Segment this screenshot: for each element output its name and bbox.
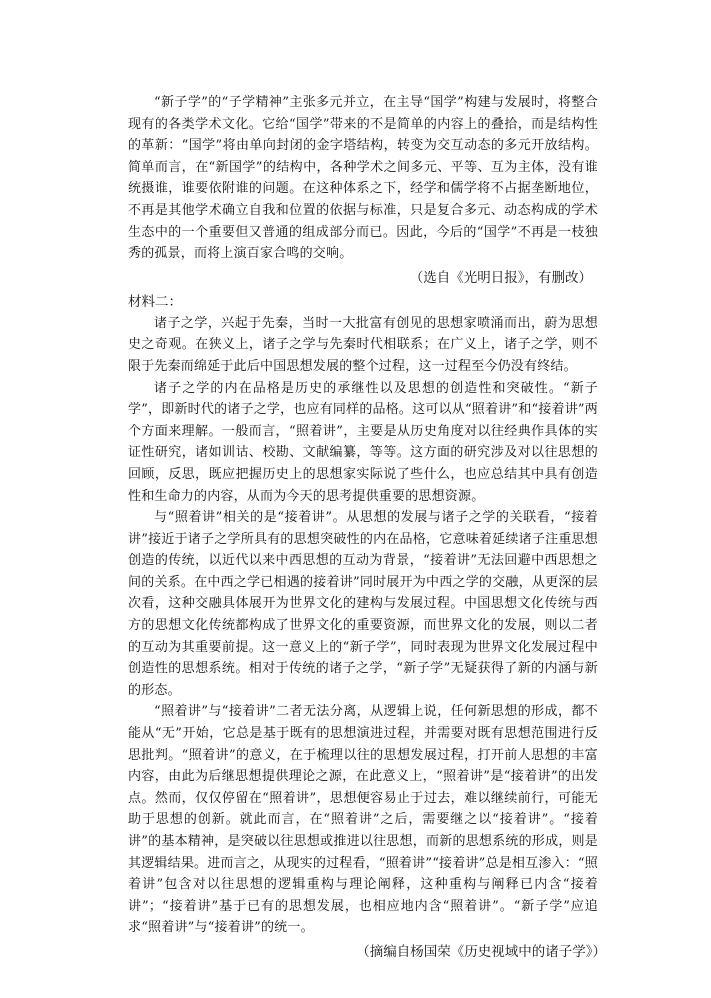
paragraph-zhaozhe-jiezhe-unity: “照着讲”与“接着讲”二者无法分离，从逻辑上说，任何新思想的形成，都不能从“无”开始，它总是基于既有的思想演进过程，并需要对既有思想范围进行反思批判。“照着讲”的意义，在于梳理以往的思想发展过程，打开前人思想的丰富内容，由此为后继思想提供理论之源，在此意义上，“照着讲”是“接着讲”的出发点。然而，仅仅停留在“照着讲”，思想便容易止于过去，难以继续前行，可能无助于思想的创新。就此而言，在“照着讲”之后，需要继之以“接着讲”。“接着讲”的基本精神，是突破以往思想或推进以往思想，而新的思想系统的形成，则是其逻辑结果。进而言之，从现实的过程看，“照着讲”“接着讲”总是相互渗入：“照着讲”包含对以往思想的逻辑重构与理论阐释，这种重构与阐释已内含“接着讲”；“接着讲”基于已有的思想发展，也相应地内含“照着讲”。“新子学”应追求“照着讲”与“接着讲”的统一。 xyxy=(128,704,598,936)
material-two-heading: 材料二： xyxy=(128,293,182,310)
source-citation-guangming-daily: （选自《光明日报》，有删改） xyxy=(409,269,592,286)
paragraph-inner-character: 诸子之学的内在品格是历史的承继性以及思想的创造性和突破性。“新子学”，即新时代的诸子之学，也应有同样的品格。这可以从“照着讲”和“接着讲”两个方面来理解。一般而言，“照着讲”，主要是从历史角度对以往经典作具体的实证性研究，诸如训诂、校勘、文献编纂，等等。这方面的研究涉及对以往思想的回顾，反思，既应把握历史上的思想家实际说了些什么，也应总结其中具有创造性和生命力的内容，从而为今天的思考提供重要的思想资源。 xyxy=(128,380,598,504)
document-page xyxy=(128,92,606,963)
source-citation-yang-guorong: （摘编自杨国荣《历史视域中的诸子学》） xyxy=(356,943,606,960)
paragraph-zhuzi-origin: 诸子之学，兴起于先秦，当时一大批富有创见的思想家喷涌而出，蔚为思想史之奇观。在狭义上，诸子之学与先秦时代相联系；在广义上，诸子之学，则不限于先秦而绵延于此后中国思想发展的整个过程，这一过程至今仍没有终结。 xyxy=(128,315,598,374)
paragraph-material-one-conclusion: “新子学”的“子学精神”主张多元并立，在主导“国学”构建与发展时，将整合现有的各类学术文化。它给“国学”带来的不是简单的内容上的叠拾，而是结构性的革新：“国学”将由单向封闭的金字塔结构，转变为交互动态的多元开放结构。简单而言，在“新国学”的结构中，各种学术之间多元、平等、互为主体，没有谁统摄谁，谁要依附谁的问题。在这种体系之下，经学和儒学将不占据垄断地位，不再是其他学术确立自我和位置的依据与标准，只是复合多元、动态构成的学术生态中的一个重要但又普通的组成部分而已。因此，今后的“国学”不再是一枝独秀的孤景，而将上演百家合鸣的交响。 xyxy=(128,95,598,262)
paragraph-jiezhe-jiang: 与“照着讲”相关的是“接着讲”。从思想的发展与诸子之学的关联看，“接着讲”接近于诸子之学所具有的思想突破性的内在品格，它意味着延续诸子注重思想创造的传统，以近代以来中西思想的互动为背景，“接着讲”无法回避中西思想之间的关系。在中西之学已相遇的接着讲”同时展开为中西之学的交融，从更深的层次看，这种交融具体展开为世界文化的建构与发展过程。中国思想文化传统与西方的思想文化传统都构成了世界文化的重要资源，而世界文化的发展，则以二者的互动为其重要前提。这一意义上的“新子学”，同时表现为世界文化发展过程中创造性的思想系统。相对于传统的诸子之学，“新子学”无疑获得了新的内涵与新的形态。 xyxy=(128,510,598,698)
